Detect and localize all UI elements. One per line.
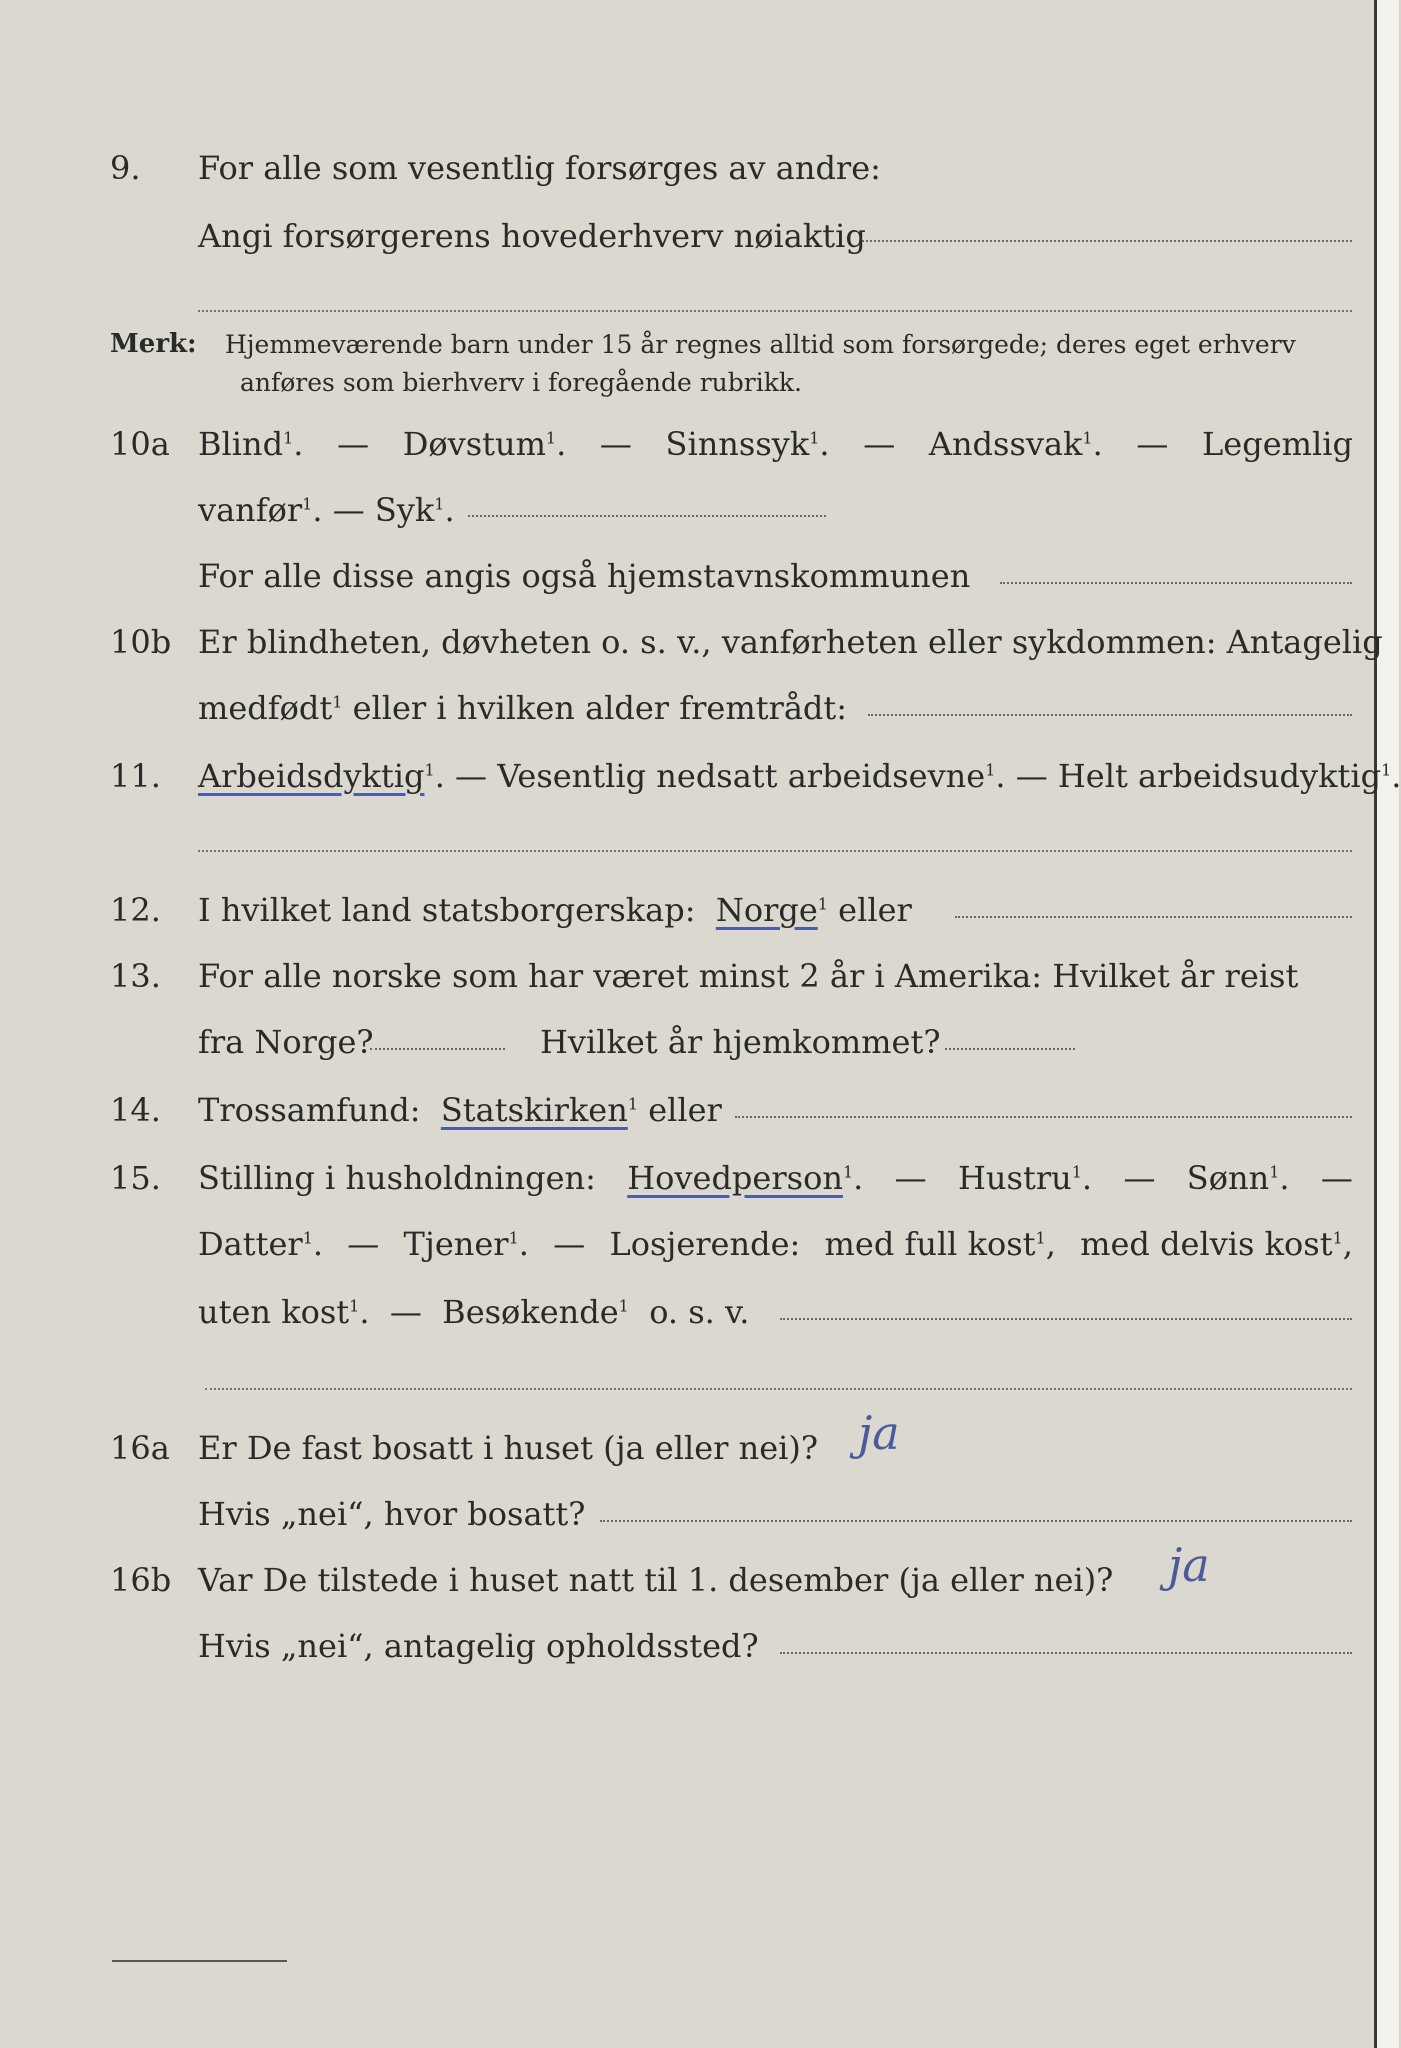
q9-answer-line[interactable] — [862, 240, 1352, 242]
opt-legemlig: Legemlig — [1202, 425, 1353, 463]
q10b-line1: Er blindheten, døvheten o. s. v., vanførheten eller sykdommen: Antagelig — [198, 623, 1383, 661]
q12-line: I hvilket land statsborgerskap: Norge$^1$ eller — [198, 891, 912, 929]
q16b-handwritten-answer[interactable]: ja — [1168, 1538, 1210, 1592]
q16a-answer-line[interactable] — [600, 1520, 1352, 1522]
q13-line2a: fra Norge? — [198, 1023, 374, 1061]
q15-number: 15. — [110, 1159, 161, 1197]
q14-number: 14. — [110, 1091, 161, 1129]
q15-line3: uten kost$^1$. — Besøkende$^1$ o. s. v. — [198, 1293, 750, 1331]
opt-andssvak: Andssvak$^1$. — [928, 425, 1103, 463]
q12-answer-line[interactable] — [955, 916, 1352, 918]
q10a-hjemstavn-line[interactable] — [1000, 582, 1352, 584]
opt-dovstum: Døvstum$^1$. — [402, 425, 567, 463]
q12-number: 12. — [110, 891, 161, 929]
q16b-line2: Hvis „nei“, antagelig opholdssted? — [198, 1627, 759, 1665]
q13-hjemkommet-line[interactable] — [945, 1048, 1075, 1050]
q15-answer-line[interactable] — [780, 1318, 1352, 1320]
merk-line2: anføres som bierhverv i foregående rubrikk. — [240, 368, 802, 397]
q10b-answer-line[interactable] — [868, 714, 1352, 716]
q10a-line2: vanfør$^1$. — Syk$^1$. — [198, 491, 455, 529]
q15-answer-line-2[interactable] — [205, 1388, 1352, 1390]
opt-sinnssyk: Sinnssyk$^1$. — [665, 425, 830, 463]
opt-norge: Norge — [715, 891, 818, 929]
q16a-line2: Hvis „nei“, hvor bosatt? — [198, 1495, 586, 1533]
q16a-handwritten-answer[interactable]: ja — [858, 1406, 900, 1460]
q16b-number: 16b — [110, 1561, 172, 1599]
q11-line: Arbeidsdyktig$^1$. — Vesentlig nedsatt arbeidsevne$^1$. — Helt arbeidsudyktig$^1$. — [198, 757, 1401, 795]
q9-number: 9. — [110, 149, 141, 187]
q11-number: 11. — [110, 757, 161, 795]
q16a-number: 16a — [110, 1429, 170, 1467]
q9-line2: Angi forsørgerens hovederhverv nøiaktig — [198, 217, 866, 255]
q10b-number: 10b — [110, 623, 172, 661]
q10a-line1: Blind$^1$. — Døvstum$^1$. — Sinnssyk$^1$. — Andssvak$^1$. — Legemlig — [198, 425, 1353, 463]
q9-line1: For alle som vesentlig forsørges av andre: — [198, 149, 881, 187]
q14-line: Trossamfund: Statskirken$^1$ eller — [198, 1091, 722, 1129]
q13-line2b: Hvilket år hjemkommet? — [540, 1023, 941, 1061]
opt-hovedperson: Hovedperson — [627, 1159, 843, 1197]
q15-line2: Datter$^1$. — Tjener$^1$. — Losjerende: med full kost$^1$, med delvis kost$^1$, — [198, 1225, 1353, 1263]
q10a-number: 10a — [110, 425, 170, 463]
merk-line1: Hjemmeværende barn under 15 år regnes alltid som forsørgede; deres eget erhverv — [225, 330, 1296, 359]
q9-answer-line-2[interactable] — [198, 310, 1352, 312]
opt-arbeidsdyktig: Arbeidsdyktig — [198, 757, 425, 795]
merk-label: Merk: — [110, 329, 197, 359]
q11-answer-line[interactable] — [198, 850, 1352, 852]
opt-statskirken: Statskirken — [440, 1091, 628, 1129]
q10a-answer-line[interactable] — [468, 515, 826, 517]
q16b-answer-line[interactable] — [780, 1652, 1352, 1654]
q10b-line2: medfødt$^1$ eller i hvilken alder fremtrådt: — [198, 689, 848, 727]
q16b-line1: Var De tilstede i huset natt til 1. desember (ja eller nei)? — [198, 1561, 1114, 1599]
page-edge — [1374, 0, 1399, 2048]
q15-line1: Stilling i husholdningen: Hovedperson$^1$. — Hustru$^1$. — Sønn$^1$. — — [198, 1159, 1353, 1197]
q14-answer-line[interactable] — [735, 1116, 1352, 1118]
q13-number: 13. — [110, 957, 161, 995]
footnote-rule — [112, 1960, 287, 1962]
q13-reist-line[interactable] — [370, 1048, 505, 1050]
q16a-line1: Er De fast bosatt i huset (ja eller nei)? — [198, 1429, 819, 1467]
q13-line1: For alle norske som har været minst 2 år i Amerika: Hvilket år reist — [198, 957, 1299, 995]
q10a-line3: For alle disse angis også hjemstavnskommunen — [198, 557, 971, 595]
opt-blind: Blind$^1$. — [198, 425, 304, 463]
